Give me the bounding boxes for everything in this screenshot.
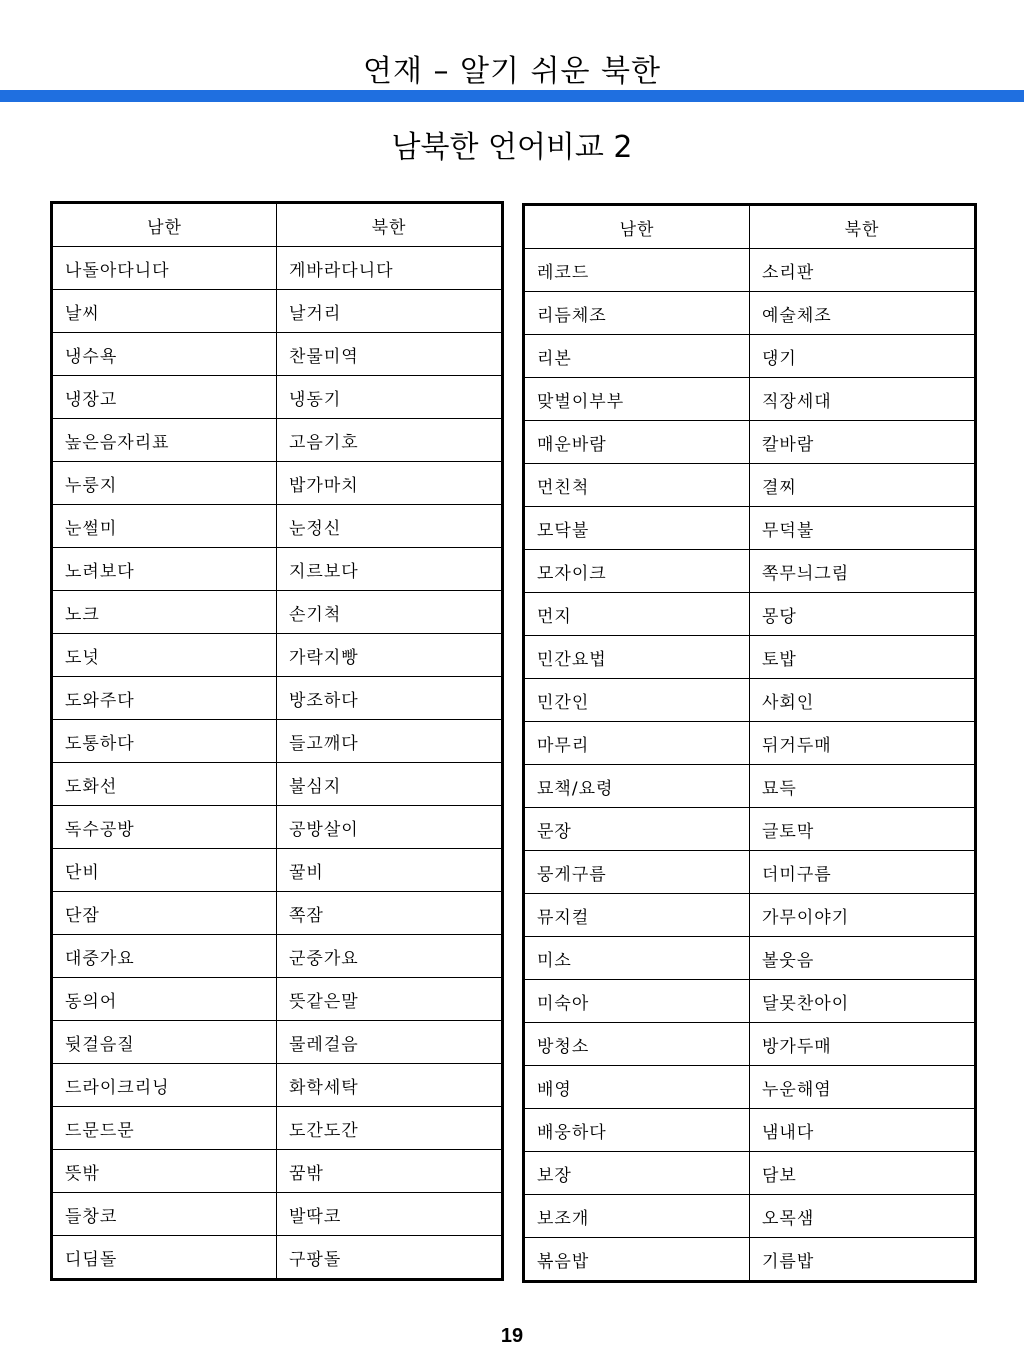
north-term: 몽당 [750, 593, 976, 636]
north-term: 불심지 [277, 763, 503, 806]
table-row [524, 335, 976, 378]
table-row [52, 462, 503, 505]
north-term: 사회인 [750, 679, 976, 722]
south-term: 냉장고 [52, 376, 277, 419]
table-row [524, 765, 976, 808]
table-row [524, 636, 976, 679]
table-row [52, 376, 503, 419]
table-row [524, 507, 976, 550]
south-term: 단잠 [52, 892, 277, 935]
table-row [524, 1066, 976, 1109]
south-term: 드문드문 [52, 1107, 277, 1150]
south-term: 미소 [524, 937, 750, 980]
north-term: 군중가요 [277, 935, 503, 978]
table-row [524, 808, 976, 851]
south-term: 미숙아 [524, 980, 750, 1023]
south-term: 배영 [524, 1066, 750, 1109]
page-number: 19 [500, 1325, 524, 1347]
south-term: 뜻밖 [52, 1150, 277, 1193]
south-term: 볶음밥 [524, 1238, 750, 1282]
table-row [52, 634, 503, 677]
north-term: 지르보다 [277, 548, 503, 591]
header-north: 북한 [277, 203, 503, 247]
table-row [524, 1023, 976, 1066]
header-north: 북한 [750, 205, 976, 249]
south-term: 보조개 [524, 1195, 750, 1238]
north-term: 발딱코 [277, 1193, 503, 1236]
south-term: 뭉게구름 [524, 851, 750, 894]
north-term: 꿈밖 [277, 1150, 503, 1193]
south-term: 묘책/요령 [524, 765, 750, 808]
table-row [52, 677, 503, 720]
north-term: 게바라다니다 [277, 247, 503, 290]
table-row [52, 290, 503, 333]
table-row [524, 550, 976, 593]
north-term: 쪽잠 [277, 892, 503, 935]
header-south: 남한 [52, 203, 277, 247]
south-term: 매운바람 [524, 421, 750, 464]
south-term: 배웅하다 [524, 1109, 750, 1152]
south-term: 도화선 [52, 763, 277, 806]
table-row [52, 1107, 503, 1150]
north-term: 담보 [750, 1152, 976, 1195]
north-term: 가락지빵 [277, 634, 503, 677]
table-row [52, 505, 503, 548]
north-term: 물레걸음 [277, 1021, 503, 1064]
table-row [52, 419, 503, 462]
table-row [524, 292, 976, 335]
table-row [524, 1152, 976, 1195]
table-row [52, 1193, 503, 1236]
south-term: 민간인 [524, 679, 750, 722]
north-term: 날거리 [277, 290, 503, 333]
south-term: 노려보다 [52, 548, 277, 591]
south-term: 동의어 [52, 978, 277, 1021]
table-row [52, 720, 503, 763]
north-term: 달못찬아이 [750, 980, 976, 1023]
south-term: 단비 [52, 849, 277, 892]
north-term: 칼바람 [750, 421, 976, 464]
table-row [524, 679, 976, 722]
table-row [524, 593, 976, 636]
north-term: 도간도간 [277, 1107, 503, 1150]
table-row [524, 378, 976, 421]
north-term: 소리판 [750, 249, 976, 292]
north-term: 화학세탁 [277, 1064, 503, 1107]
south-term: 드라이크리닝 [52, 1064, 277, 1107]
table-row [52, 763, 503, 806]
table-row [52, 978, 503, 1021]
north-term: 방조하다 [277, 677, 503, 720]
south-term: 도와주다 [52, 677, 277, 720]
north-term: 눈정신 [277, 505, 503, 548]
south-term: 리본 [524, 335, 750, 378]
table-row [52, 591, 503, 634]
south-term: 모자이크 [524, 550, 750, 593]
north-term: 기름밥 [750, 1238, 976, 1282]
north-term: 예술체조 [750, 292, 976, 335]
table-row [52, 247, 503, 290]
south-term: 높은음자리표 [52, 419, 277, 462]
south-term: 먼친척 [524, 464, 750, 507]
north-term: 오목샘 [750, 1195, 976, 1238]
table-row [52, 1064, 503, 1107]
table-row [524, 851, 976, 894]
table-row [524, 249, 976, 292]
north-term: 냄내다 [750, 1109, 976, 1152]
table-row [524, 1238, 976, 1282]
north-term: 결찌 [750, 464, 976, 507]
north-term: 쪽무늬그림 [750, 550, 976, 593]
table-row [52, 849, 503, 892]
table-header-row [524, 205, 976, 249]
table-row [52, 806, 503, 849]
north-term: 무덕불 [750, 507, 976, 550]
table-row [52, 548, 503, 591]
table-row [52, 1236, 503, 1280]
south-term: 누룽지 [52, 462, 277, 505]
table-row [524, 722, 976, 765]
table-row [524, 1109, 976, 1152]
south-term: 맞벌이부부 [524, 378, 750, 421]
table-row [52, 1021, 503, 1064]
south-term: 리듬체조 [524, 292, 750, 335]
south-term: 냉수욕 [52, 333, 277, 376]
header-rule [0, 90, 1024, 102]
north-term: 방가두매 [750, 1023, 976, 1066]
vocab-table-left [50, 201, 504, 1281]
south-term: 들창코 [52, 1193, 277, 1236]
table-row [52, 1150, 503, 1193]
south-term: 보장 [524, 1152, 750, 1195]
table-row [52, 333, 503, 376]
north-term: 냉동기 [277, 376, 503, 419]
south-term: 민간요법 [524, 636, 750, 679]
table-row [524, 464, 976, 507]
south-term: 마무리 [524, 722, 750, 765]
south-term: 독수공방 [52, 806, 277, 849]
north-term: 공방살이 [277, 806, 503, 849]
north-term: 직장세대 [750, 378, 976, 421]
north-term: 들고깨다 [277, 720, 503, 763]
north-term: 구팡돌 [277, 1236, 503, 1280]
series-title: 연재 – 알기 쉬운 북한 [363, 54, 661, 89]
north-term: 뜻같은말 [277, 978, 503, 1021]
south-term: 레코드 [524, 249, 750, 292]
table-row [524, 421, 976, 464]
south-term: 뮤지컬 [524, 894, 750, 937]
north-term: 꿀비 [277, 849, 503, 892]
table-row [52, 935, 503, 978]
north-term: 더미구름 [750, 851, 976, 894]
north-term: 글토막 [750, 808, 976, 851]
south-term: 방청소 [524, 1023, 750, 1066]
table-row [524, 937, 976, 980]
north-term: 밥가마치 [277, 462, 503, 505]
north-term: 고음기호 [277, 419, 503, 462]
south-term: 대중가요 [52, 935, 277, 978]
north-term: 찬물미역 [277, 333, 503, 376]
south-term: 날씨 [52, 290, 277, 333]
page-title: 남북한 언어비교 2 [391, 130, 633, 165]
table-row [52, 892, 503, 935]
south-term: 도넛 [52, 634, 277, 677]
north-term: 가무이야기 [750, 894, 976, 937]
north-term: 토밥 [750, 636, 976, 679]
north-term: 누운해염 [750, 1066, 976, 1109]
header-south: 남한 [524, 205, 750, 249]
south-term: 도통하다 [52, 720, 277, 763]
south-term: 뒷걸음질 [52, 1021, 277, 1064]
north-term: 볼웃음 [750, 937, 976, 980]
table-row [524, 980, 976, 1023]
vocab-table-right [522, 203, 977, 1283]
table-row [524, 1195, 976, 1238]
south-term: 디딤돌 [52, 1236, 277, 1280]
south-term: 노크 [52, 591, 277, 634]
north-term: 뒤거두매 [750, 722, 976, 765]
south-term: 모닥불 [524, 507, 750, 550]
south-term: 문장 [524, 808, 750, 851]
table-header-row [52, 203, 503, 247]
south-term: 나돌아다니다 [52, 247, 277, 290]
north-term: 댕기 [750, 335, 976, 378]
north-term: 묘득 [750, 765, 976, 808]
table-row [524, 894, 976, 937]
south-term: 먼지 [524, 593, 750, 636]
north-term: 손기척 [277, 591, 503, 634]
south-term: 눈썰미 [52, 505, 277, 548]
